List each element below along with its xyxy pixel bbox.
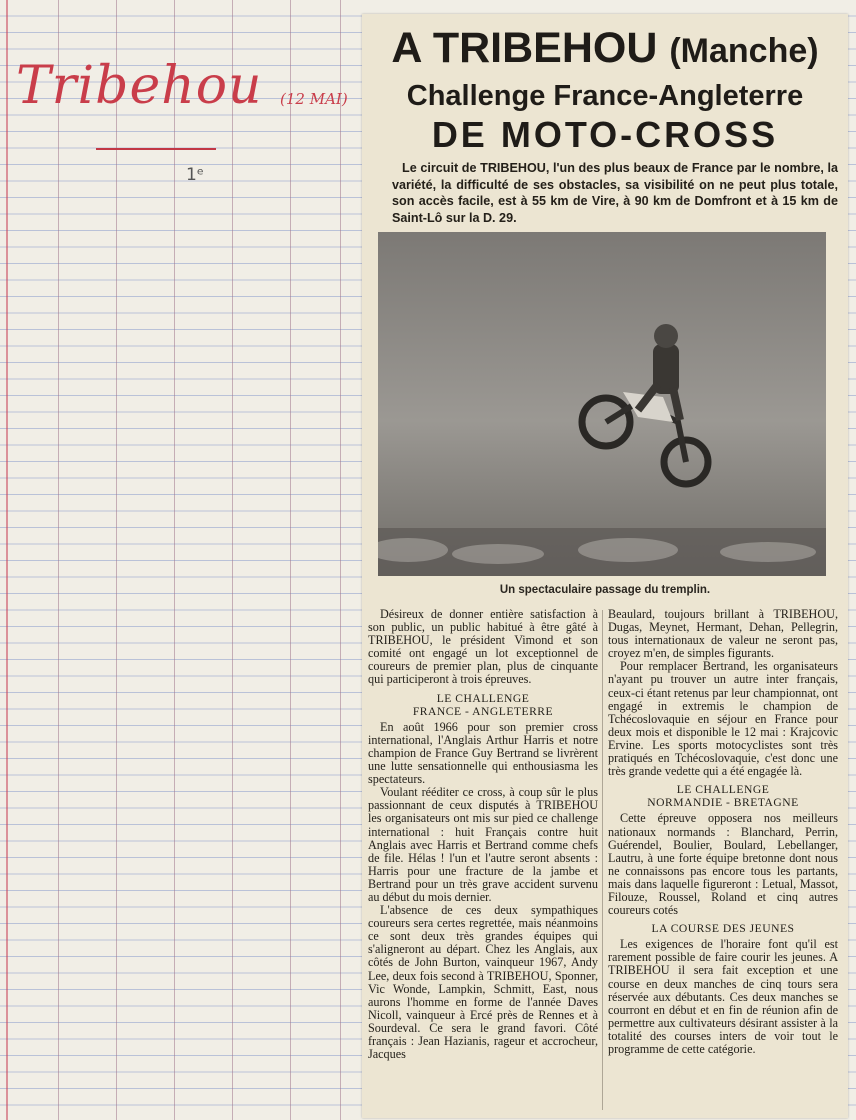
- paragraph: Pour remplacer Bertrand, les organisateurs n'ayant pu trouver un autre inter français, ceux-ci étant retenus par leur championnat, ont engagé in extremis le champion de Tchécoslovaquie en séjour en France pour deux mois et disponible le 12 mai : Krajcovic Ervine. Les sports motocyclistes sont très pratiqués en Tchécoslovaquie, c'est donc une très grande vedette qui a été engagée là.: [608, 659, 838, 779]
- ledger-column-rule: [116, 0, 117, 1120]
- column-divider: [602, 610, 603, 1110]
- motocross-photo: [378, 232, 826, 576]
- paragraph: Beaulard, toujours brillant à TRIBEHOU, Dugas, Meynet, Hermant, Dehan, Pellegrin, tous internationaux de valeur ne seront pas, croyez m'en, de simples figurants.: [608, 607, 838, 661]
- section-heading-normandie-bretagne: [608, 783, 838, 809]
- motocross-photo-drawing: [378, 232, 826, 576]
- section-heading-line: LA COURSE DES JEUNES: [651, 922, 795, 936]
- paragraph: Les exigences de l'horaire font qu'il est rarement possible de faire courir les jeunes. A TRIBEHOU il sera fait exception et une course en deux manches de cinq tours sera réservée aux débutants. Ces deux manches se courront en début et en fin de réunion afin de permettre aux cultivateurs désirant assister à la totalité des courses inters de voir tout le programme de cette catégorie.: [608, 937, 838, 1056]
- paragraph: Voulant rééditer ce cross, à coup sûr le plus passionnant de ceux disputés à TRIBEHOU les organisateurs ont mis sur pied ce challenge international : huit Français contre huit Anglais avec Harris et Bertrand comme chefs de file. Hélas ! l'un et l'autre seront absents : Harris pour une fracture de la jambe et Bertrand pour un très grave accident survenu au début du mois dernier.: [368, 785, 598, 904]
- section-heading-line: LE CHALLENGE: [676, 783, 770, 797]
- headline-sub: Challenge France-Angleterre: [406, 80, 804, 112]
- newspaper-clipping: [362, 14, 848, 1118]
- handwritten-date: (12 MAI): [280, 90, 348, 108]
- article-column-left: [368, 608, 598, 1061]
- section-heading-line: FRANCE - ANGLETERRE: [412, 704, 554, 718]
- handwritten-title: Tribehou: [16, 56, 263, 116]
- photo-caption: Un spectaculaire passage du tremplin.: [499, 584, 711, 596]
- ledger-column-rule: [174, 0, 175, 1120]
- margin-line: [6, 0, 8, 1120]
- lead-paragraph: Le circuit de TRIBEHOU, l'un des plus beaux de France par le nombre, la variété, la difficulté de ses obstacles, sa visibilité on ne peut plus totale, son accès facile, est à 55 km de Vire, à 90 km de Domfront et à 15 km de Saint-Lô sur la D. 29.: [392, 161, 838, 225]
- headline-main-text: A TRIBEHOU: [391, 24, 658, 72]
- section-heading-course-des-jeunes: [608, 922, 838, 935]
- headline-main: [362, 24, 848, 73]
- paragraph: En août 1966 pour son premier cross international, l'Anglais Arthur Harris et notre champion de France Guy Bertrand se livrèrent une lutte sensationnelle qui enthousiasma les spectateurs.: [368, 719, 598, 787]
- paragraph: L'absence de ces deux sympathiques coureurs sera certes regrettée, mais néanmoins ce sont deux très grandes équipes qui s'aligneront au départ. Chez les Anglais, aux côtés de John Burton, vainqueur 1967, Andy Lee, deux fois second à TRIBEHOU, Sponner, Vic Wonde, Lampkin, Schmitt, East, nous aurons l'homme en forme de l'année Daves Nicoll, vainqueur à Ercé près de Rennes et à Sourdeval. Ce sera le grand favori. Côté français : Jean Hazianis, rageur et accrocheur, Jacques: [368, 903, 598, 1062]
- ledger-column-rule: [340, 0, 341, 1120]
- ledger-column-rule: [232, 0, 233, 1120]
- paragraph: Cette épreuve opposera nos meilleurs nationaux normands : Blanchard, Perrin, Guérendel, Boulier, Boulard, Lebellanger, Lautru, à une forte équipe bretonne dont nous ne connaissons pas encore tous les partants, mais dans laquelle figureront : Letual, Massot, Filouze, Roussel, Roland et cinq autres coureurs cotés: [608, 811, 838, 918]
- paragraph: Désireux de donner entière satisfaction à son public, un public habitué à être gâté à TRIBEHOU, le président Vimond et son comité ont engagé un lot exceptionnel de coureurs de premier plan, plus de cinquante qui participeront à trois épreuves.: [368, 607, 598, 687]
- section-heading-france-angleterre: [368, 692, 598, 718]
- section-heading-line: NORMANDIE - BRETAGNE: [647, 796, 799, 810]
- section-heading-line: LE CHALLENGE: [436, 691, 530, 705]
- ledger-column-rule: [290, 0, 291, 1120]
- article-column-right: [608, 608, 838, 1056]
- ledger-column-rule: [58, 0, 59, 1120]
- headline-region: (Manche): [669, 32, 819, 70]
- pencil-mark: 1ᵉ: [186, 165, 204, 185]
- headline-event: DE MOTO-CROSS: [431, 114, 779, 155]
- handwritten-underline: [96, 148, 216, 150]
